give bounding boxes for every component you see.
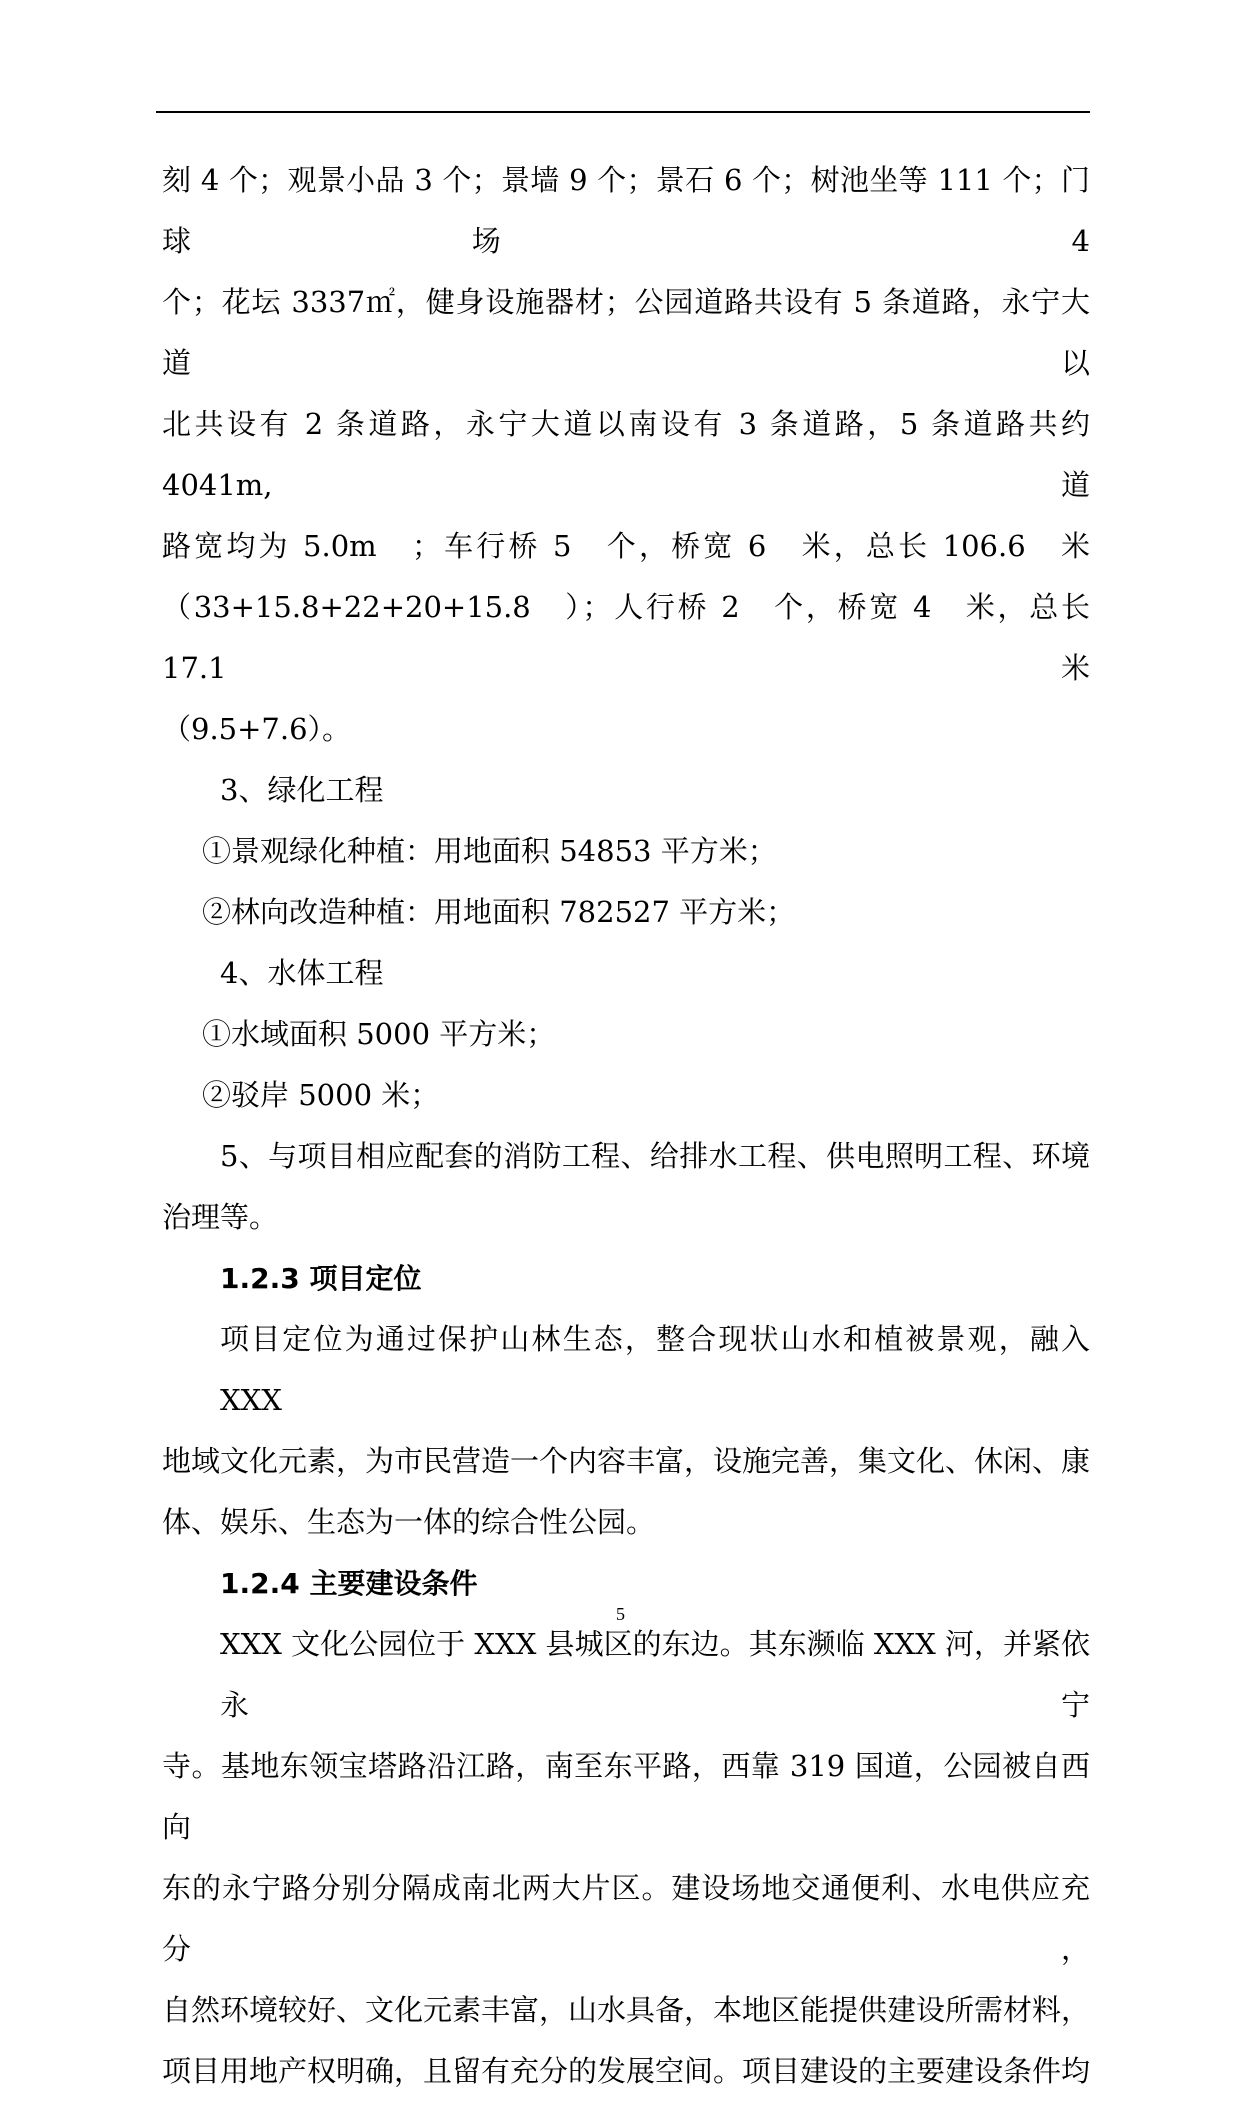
section-4-item-2: ②驳岸 5000 米； [202,1078,440,1112]
document-body [162,150,1100,2102]
paragraph-line: 项目定位为通过保护山林生态，整合现状山水和植被景观，融入 XXX [220,1322,1100,1417]
paragraph-line: 自然环境较好、文化元素丰富，山水具备，本地区能提供建设所需材料， [162,1993,1091,2027]
section-5-line: 5、与项目相应配套的消防工程、给排水工程、供电照明工程、环境 [220,1139,1090,1173]
section-3-item-2: ②林向改造种植：用地面积 782527 平方米； [202,895,796,929]
text-line: 北共设有 2 条道路，永宁大道以南设有 3 条道路，5 条道路共约 4041m,道 [162,407,1100,502]
paragraph-line: XXX 文化公园位于 XXX 县城区的东边。其东濒临 XXX 河，并紧依永宁 [220,1627,1090,1722]
section-5-line: 治理等。 [162,1200,279,1234]
text-line: 路宽均为 5.0m ；车行桥 5 个，桥宽 6 米，总长 106.6 米 [162,529,1090,563]
paragraph-line: 项目用地产权明确，且留有充分的发展空间。项目建设的主要建设条件均 [162,2054,1091,2088]
text-line: （9.5+7.6）。 [162,712,352,746]
paragraph-line: 地域文化元素，为市民营造一个内容丰富，设施完善，集文化、休闲、康 [162,1444,1091,1478]
paragraph-line: 东的永宁路分别分隔成南北两大片区。建设场地交通便利、水电供应充分， [162,1871,1090,1966]
section-4-title: 4、水体工程 [220,956,384,990]
header-rule [156,111,1090,113]
text-line: （33+15.8+22+20+15.8 ）；人行桥 2 个，桥宽 4 米，总长 17.1 米 [162,590,1100,685]
text-line: 个；花坛 3337㎡，健身设施器材；公园道路共设有 5 条道路，永宁大道以 [162,285,1090,380]
page-number: 5 [616,1604,625,1624]
section-3-title: 3、绿化工程 [220,773,384,807]
section-3-item-1: ①景观绿化种植：用地面积 54853 平方米； [202,834,777,868]
paragraph-line: 体、娱乐、生态为一体的综合性公园。 [162,1505,656,1539]
heading-1-2-3: 1.2.3 项目定位 [220,1262,422,1295]
heading-1-2-4: 1.2.4 主要建设条件 [220,1567,478,1600]
paragraph-line: 寺。基地东领宝塔路沿江路，南至东平路，西靠 319 国道，公园被自西向 [162,1749,1090,1844]
text-line: 刻 4 个；观景小品 3 个；景墙 9 个；景石 6 个；树池坐等 111 个；门球场 4 [162,163,1090,258]
section-4-item-1: ①水域面积 5000 平方米； [202,1017,556,1051]
